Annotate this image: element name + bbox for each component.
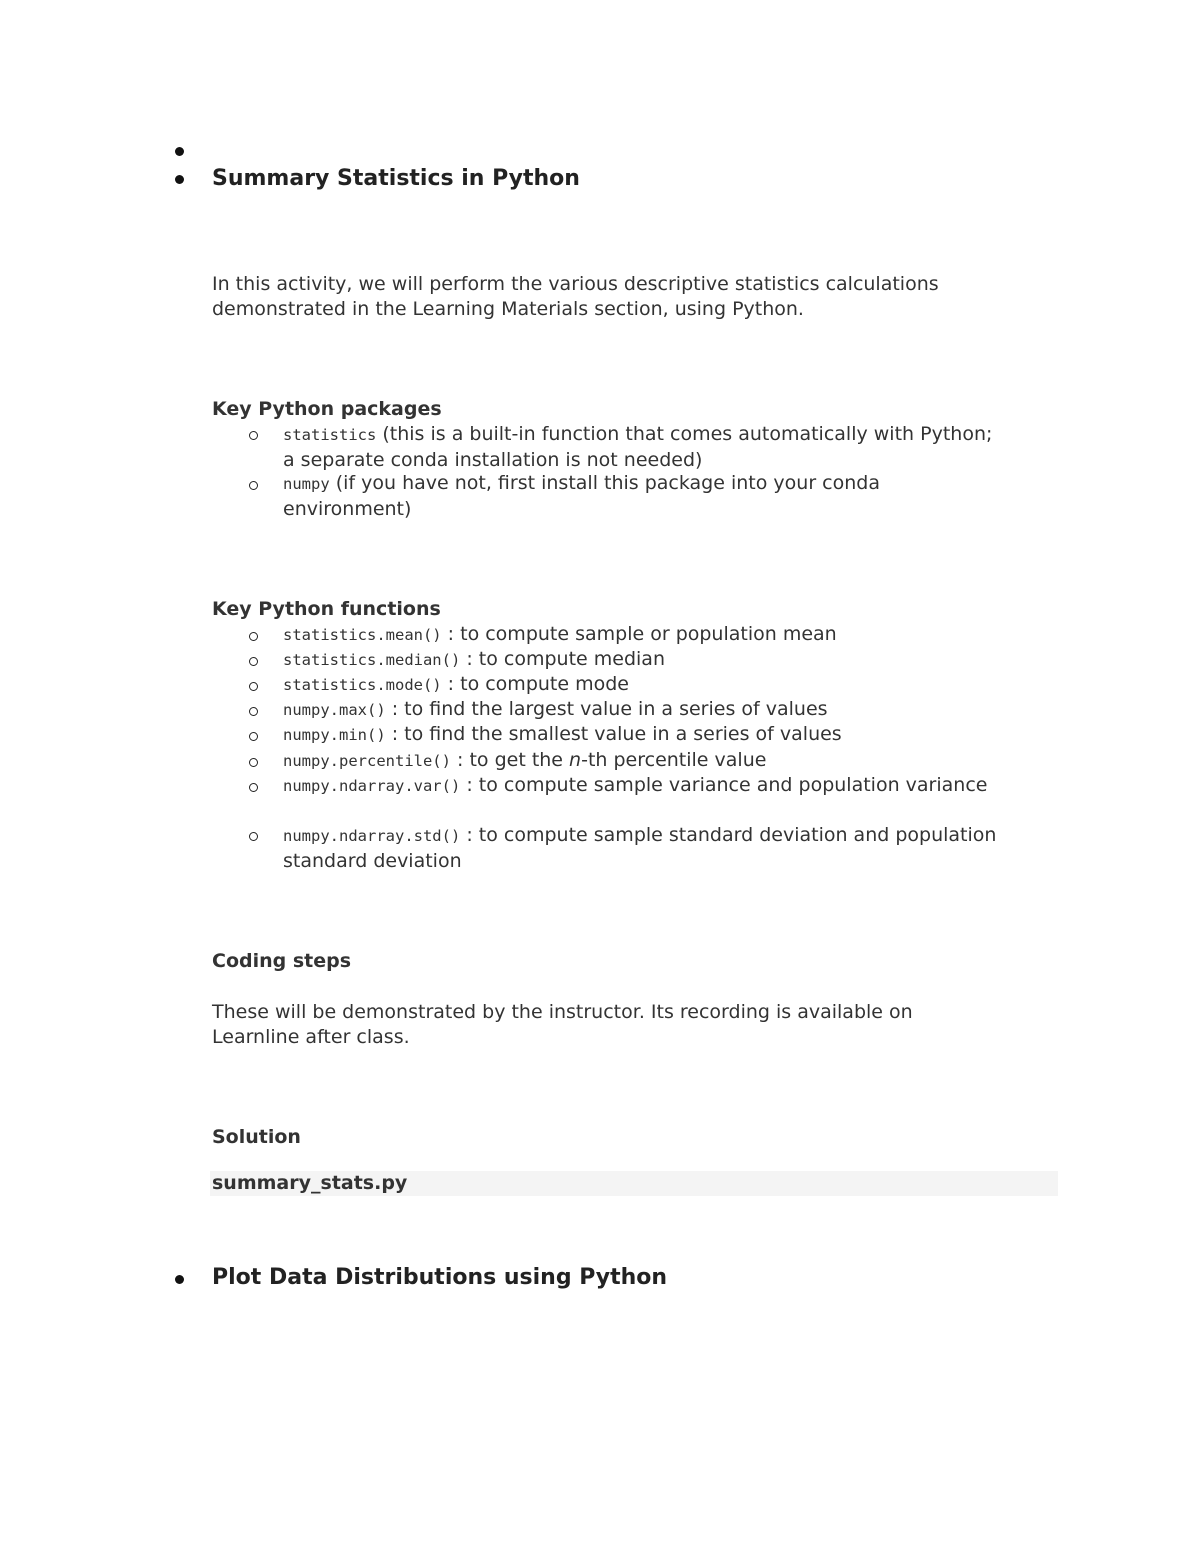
- packages-heading: Key Python packages: [212, 398, 442, 420]
- list-marker: [249, 732, 258, 741]
- function-item: [283, 748, 1003, 774]
- function-code: statistics.mean(): [283, 626, 442, 644]
- function-item: [283, 622, 1003, 648]
- package-code: statistics: [283, 426, 377, 444]
- function-code: statistics.mode(): [283, 676, 442, 694]
- list-marker: [249, 657, 258, 666]
- function-description: : to find the smallest value in a series of values: [385, 723, 842, 745]
- function-code: numpy.ndarray.var(): [283, 777, 461, 795]
- function-code: statistics.median(): [283, 651, 461, 669]
- list-marker: [249, 632, 258, 641]
- function-item: [283, 672, 1003, 698]
- function-description: : to compute sample standard deviation and population standard deviation: [283, 824, 997, 872]
- function-description: : to compute sample or population mean: [441, 623, 837, 645]
- function-description: : to compute mode: [441, 673, 629, 695]
- function-code: numpy.percentile(): [283, 752, 451, 770]
- function-code: numpy.ndarray.std(): [283, 827, 461, 845]
- function-description: : to compute median: [460, 648, 665, 670]
- list-marker: [249, 758, 258, 767]
- function-description-em: n: [569, 749, 582, 771]
- coding-heading: Coding steps: [212, 950, 352, 972]
- section-bullet: [175, 175, 184, 184]
- function-item: [283, 773, 1003, 799]
- function-item: [283, 697, 1003, 723]
- package-item: [283, 471, 1003, 522]
- function-description: : to get the: [450, 749, 570, 771]
- empty-bullet: [175, 147, 184, 156]
- list-marker: [249, 832, 258, 841]
- list-marker: [249, 431, 258, 440]
- function-description: -th percentile value: [581, 749, 767, 771]
- function-description: : to compute sample variance and population variance: [460, 774, 988, 796]
- solution-heading: Solution: [212, 1126, 301, 1148]
- list-marker: [249, 783, 258, 792]
- coding-paragraph: These will be demonstrated by the instructor. Its recording is available on Learnline after class.: [212, 1001, 913, 1048]
- list-marker: [249, 707, 258, 716]
- solution-file-link[interactable]: summary_stats.py: [212, 1172, 408, 1194]
- section-title: Plot Data Distributions using Python: [212, 1265, 668, 1290]
- function-code: numpy.max(): [283, 701, 386, 719]
- intro-paragraph: In this activity, we will perform the various descriptive statistics calculations demonstrated in the Learning Materials section, using Python.: [212, 273, 939, 320]
- functions-heading: Key Python functions: [212, 598, 441, 620]
- section-bullet: [175, 1275, 184, 1284]
- function-code: numpy.min(): [283, 726, 386, 744]
- list-marker: [249, 682, 258, 691]
- function-item: [283, 647, 1003, 673]
- section-title: Summary Statistics in Python: [212, 166, 580, 191]
- function-item: [283, 823, 1003, 874]
- package-item: [283, 422, 1003, 473]
- function-item: [283, 722, 1003, 748]
- list-marker: [249, 481, 258, 490]
- function-description: : to find the largest value in a series of values: [385, 698, 828, 720]
- package-description: (if you have not, first install this package into your conda environment): [283, 472, 880, 520]
- package-code: numpy: [283, 475, 330, 493]
- package-description: (this is a built-in function that comes automatically with Python; a separate conda installation is not needed): [283, 423, 993, 471]
